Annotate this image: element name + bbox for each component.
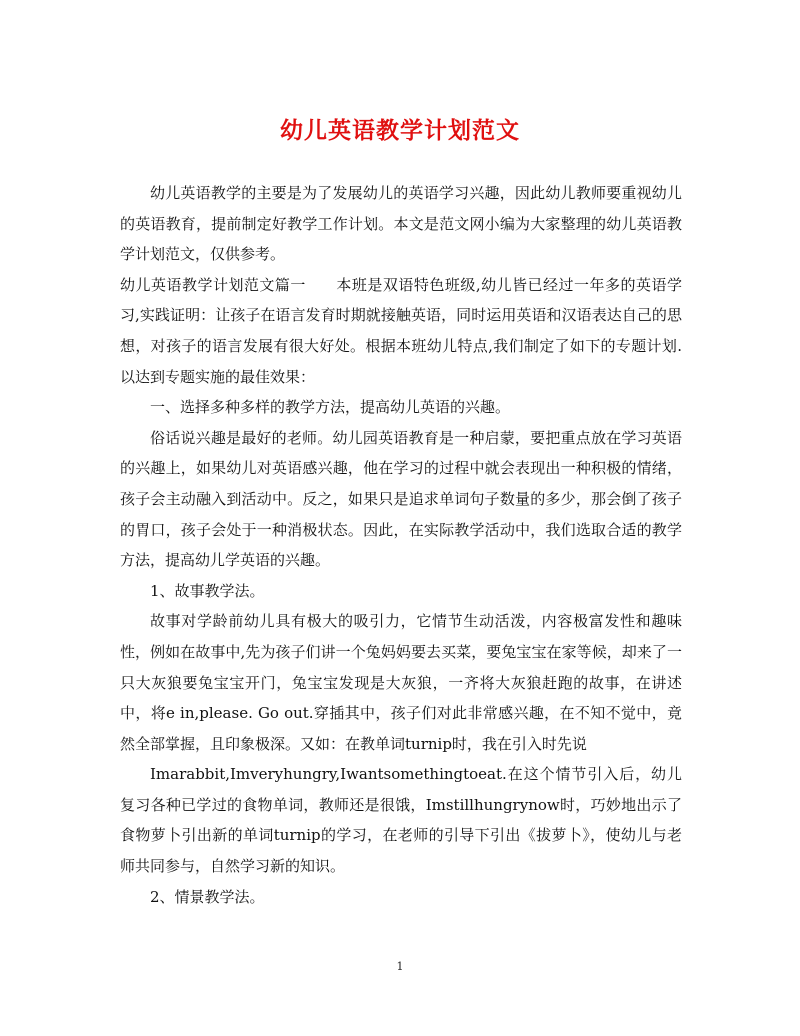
story-paragraph: 故事对学龄前幼儿具有极大的吸引力，它情节生动活泼，内容极富发性和趣味性，例如在故事中,先为孩子们讲一个兔妈妈要去买菜，要兔宝宝在家等候，却来了一只大灰狼要兔宝宝开门，兔宝宝发现是大灰狼，一齐将大灰狼赶跑的故事，在讲述中，将e in,please. Go out.穿插其中，孩子们对此非常感兴趣，在不知不觉中，竟然全部掌握，且印象极深。又如：在教单词turnip时，我在引入时先说	[120, 612, 682, 753]
intro-paragraph: 幼儿英语教学的主要是为了发展幼儿的英语学习兴趣，因此幼儿教师要重视幼儿的英语教育，提前制定好教学工作计划。本文是范文网小编为大家整理的幼儿英语教学计划范文，仅供参考。	[120, 184, 682, 264]
section-paragraph	[120, 270, 682, 392]
page-number: 1	[396, 960, 404, 973]
section-text: 本班是双语特色班级,幼儿皆已经过一年多的英语学习,实践证明：让孩子在语言发育时期就接触英语，同时运用英语和汉语表达自己的思想，对孩子的语言发展有很大好处。根据本班幼儿特点,我们制定了如下的专题计划.以达到专题实施的最佳效果：	[120, 275, 682, 386]
scene-method-heading: 2、情景教学法。	[150, 887, 265, 906]
rabbit-paragraph: Imarabbit,Imveryhungry,Iwantsomethingtoeat.在这个情节引入后，幼儿复习各种已学过的食物单词，教师还是很饿，Imstillhungrynow时，巧妙地出示了食物萝卜引出新的单词turnip的学习，在老师的引导下引出《拔萝卜》，使幼儿与老师共同参与，自然学习新的知识。	[120, 765, 682, 876]
document-body	[120, 178, 682, 912]
story-method-heading: 1、故事教学法。	[150, 581, 265, 600]
interest-paragraph: 俗话说兴趣是最好的老师。幼儿园英语教育是一种启蒙，要把重点放在学习英语的兴趣上，如果幼儿对英语感兴趣，他在学习的过程中就会表现出一种积极的情绪，孩子会主动融入到活动中。反之，如果只是追求单词句子数量的多少，那会倒了孩子的胃口，孩子会处于一种消极状态。因此，在实际教学活动中，我们选取合适的教学方法，提高幼儿学英语的兴趣。	[120, 428, 682, 570]
section-label: 幼儿英语教学计划范文篇一	[120, 275, 306, 294]
method-heading: 一、选择多种多样的教学方法，提高幼儿英语的兴趣。	[150, 398, 511, 417]
document-title: 幼儿英语教学计划范文	[280, 117, 520, 144]
